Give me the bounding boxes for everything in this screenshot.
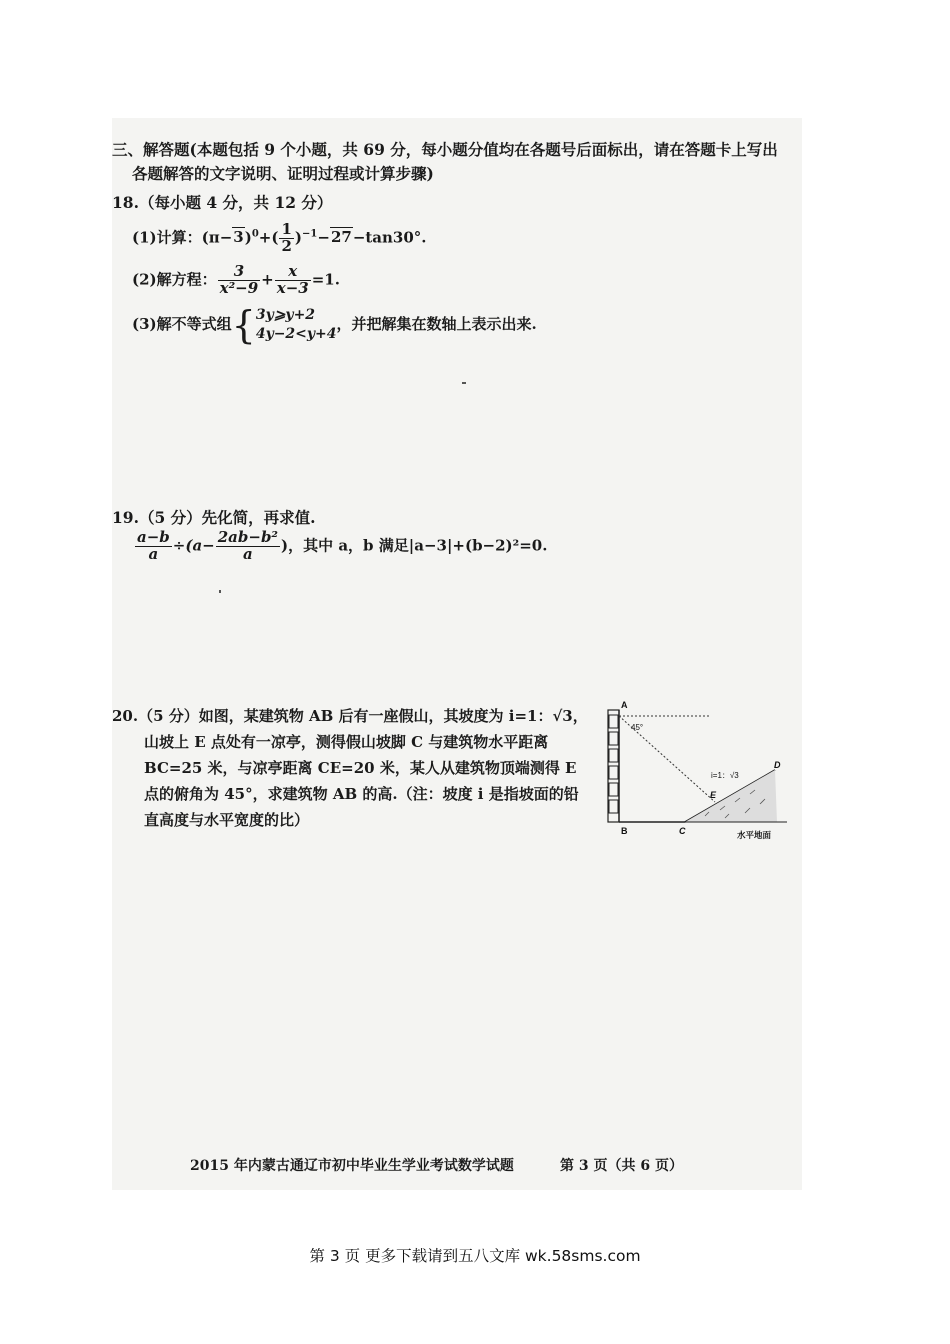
- q18-p1-frac-num: 1: [281, 220, 292, 238]
- q18-p1-frac: [279, 222, 293, 255]
- q18-part2: [132, 264, 340, 297]
- footer-page-info: 第 3 页（共 6 页）: [560, 1158, 683, 1174]
- scan-speck: [462, 382, 466, 384]
- q19-f2-den: a: [243, 544, 253, 563]
- q18-p1-plus: +(: [258, 228, 279, 247]
- q18-p3-brace: {: [231, 303, 256, 347]
- label-e: E: [710, 790, 717, 800]
- q20-line2: 山坡上 E 点处有一凉亭，测得假山坡脚 C 与建筑物水平距离: [144, 733, 549, 751]
- q18-p2-tail: =1.: [311, 270, 340, 289]
- q19-header: 19.（5 分）先化简，再求值.: [112, 508, 316, 527]
- label-slope: i=1：√3: [711, 771, 739, 780]
- q18-p3-system: [256, 306, 337, 344]
- q18-p1-mid1: ): [244, 228, 252, 247]
- q18-p3-line1: 3y⩾y+2: [255, 307, 316, 324]
- q18-p1-exp-neg1: −1: [302, 228, 318, 240]
- q19-f2-num: 2ab−b²: [217, 528, 279, 546]
- q19-f1-num: a−b: [137, 528, 170, 546]
- q19-expression: [134, 530, 547, 563]
- q18-p3-line2: 4y−2<y+4: [255, 326, 337, 342]
- q19-tail: )，其中 a，b 满足|a−3|+(b−2)²=0.: [281, 536, 548, 555]
- q18-p2-frac2: [275, 264, 311, 297]
- scan-speck: [219, 590, 221, 593]
- footer-exam-title: 2015 年内蒙古通辽市初中毕业生学业考试数学试题: [190, 1158, 514, 1174]
- q18-header: 18.（每小题 4 分，共 12 分）: [112, 193, 333, 212]
- q20-line1: 20.（5 分）如图，某建筑物 AB 后有一座假山，其坡度为 i=1：√3，: [112, 707, 588, 725]
- q18-p2-frac1: [218, 264, 261, 297]
- label-ground: 水平地面: [737, 831, 772, 841]
- label-angle: 45°: [631, 723, 644, 732]
- q20-line5: 直高度与水平宽度的比）: [144, 811, 310, 829]
- q19-div: ÷(a−: [172, 536, 215, 555]
- label-a: A: [621, 700, 628, 710]
- q20-line4: 点的俯角为 45°，求建筑物 AB 的高.（注：坡度 i 是指坡面的铅: [144, 785, 579, 803]
- label-c: C: [679, 826, 686, 836]
- building-windows: [609, 715, 618, 813]
- section-title-line1: 三、解答题(本题包括 9 个小题，共 69 分，每小题分值均在各题号后面标出，请在答题卡上写出: [112, 140, 778, 159]
- q18-p1-minus: −: [317, 228, 330, 247]
- section-title-line2: 各题解答的文字说明、证明过程或计算步骤): [132, 164, 434, 183]
- q18-p2-f2-num: x: [275, 264, 311, 281]
- q18-p1-frac-den: 2: [281, 236, 292, 255]
- download-note: 第 3 页 更多下载请到五八文库 wk.58sms.com: [309, 1247, 641, 1265]
- q18-p1-sqrt27: 27: [330, 228, 352, 247]
- q18-p1-sqrt3: 3: [233, 228, 244, 247]
- q18-p2-f1-den: x²−9: [219, 278, 259, 297]
- q19-f1-den: a: [148, 544, 159, 563]
- q18-p3-prefix: (3)解不等式组: [132, 315, 232, 333]
- q18-p1-prefix: (1)计算：(π−: [132, 228, 233, 247]
- q20-line3: BC=25 米，与凉亭距离 CE=20 米，某人从建筑物顶端测得 E: [144, 759, 577, 777]
- q18-p2-f1-num: 3: [218, 264, 261, 281]
- q20-figure: [605, 698, 795, 843]
- q18-p1-tail: −tan30°.: [352, 228, 427, 247]
- q19-frac1: [135, 530, 172, 563]
- q18-p3-tail: ，并把解集在数轴上表示出来.: [336, 315, 537, 333]
- q18-p2-prefix: (2)解方程：: [132, 270, 217, 289]
- q18-p1-exp0: 0: [251, 228, 259, 240]
- label-b: B: [621, 826, 628, 836]
- q18-part1: [132, 222, 427, 255]
- q19-frac2: [216, 530, 280, 563]
- q18-p2-f2-den: x−3: [276, 278, 309, 297]
- q18-p2-plus: +: [261, 270, 274, 289]
- q18-part3: [132, 303, 537, 347]
- q18-p1-mid2: ): [294, 228, 303, 247]
- label-d: D: [774, 760, 781, 770]
